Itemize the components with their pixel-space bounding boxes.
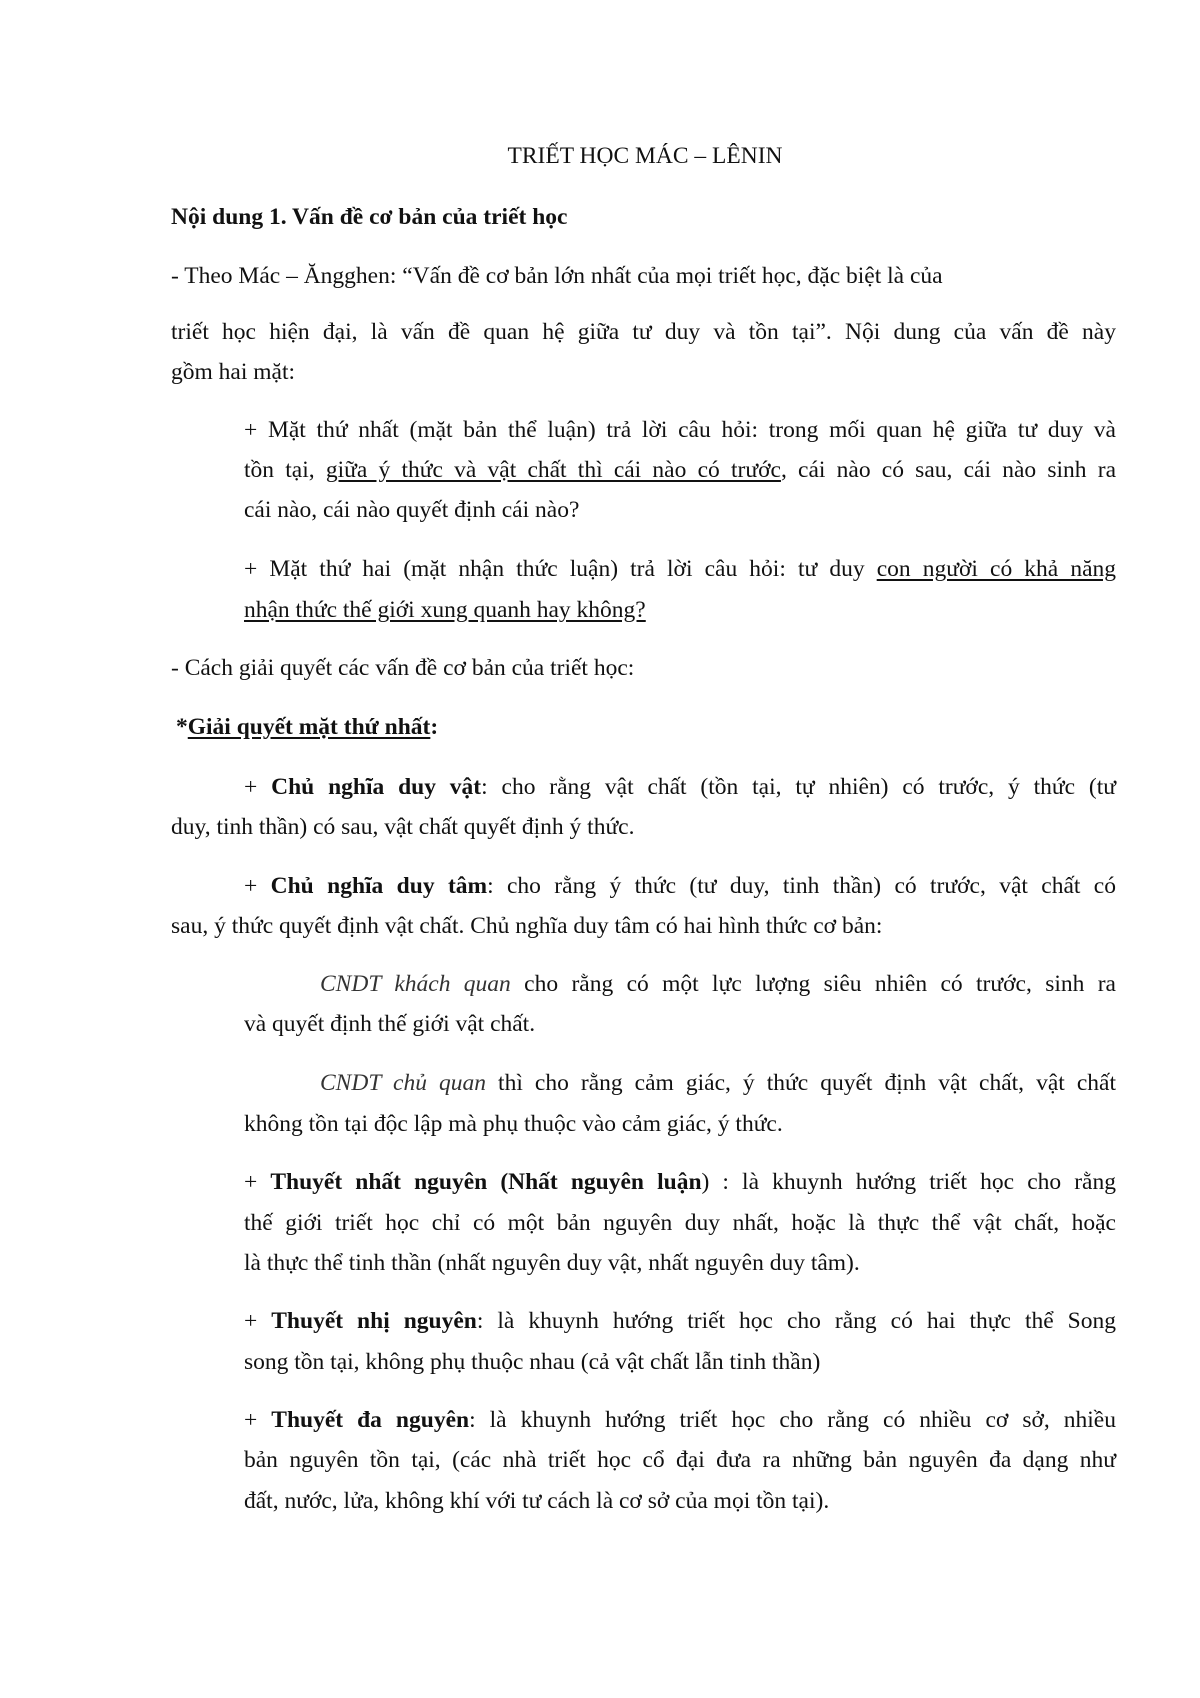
objective-idealism-text: cho rằng có một lực lượng siêu nhiên có trước, sinh ra — [510, 971, 1116, 997]
plus-mark: + — [244, 1407, 272, 1433]
aspect1-line-1: + Mặt thứ nhất (mặt bản thể luận) trả lời câu hỏi: trong mối quan hệ giữa tư duy và — [244, 417, 1116, 443]
monism-line-2: thế giới triết học chỉ có một bản nguyên duy nhất, hoặc là thực thể vật chất, hoặc — [244, 1210, 1116, 1236]
plus-mark: + — [244, 873, 271, 899]
solve-first-heading — [176, 713, 438, 741]
dualism-line-1 — [244, 1307, 1116, 1335]
aspect2-underlined-b: nhận thức thế giới xung quanh hay không? — [244, 597, 646, 623]
colon: : — [430, 714, 439, 740]
materialism-term: Chủ nghĩa duy vật — [271, 774, 482, 800]
subjective-idealism-line-2: không tồn tại độc lập mà phụ thuộc vào cảm giác, ý thức. — [244, 1111, 783, 1137]
pluralism-line-2: bản nguyên tồn tại, (các nhà triết học cổ đại đưa ra những bản nguyên đa dạng như — [244, 1447, 1116, 1473]
monism-line-3: là thực thể tinh thần (nhất nguyên duy vật, nhất nguyên duy tâm). — [244, 1250, 860, 1276]
objective-idealism-line-1 — [320, 970, 1116, 998]
objective-idealism-line-2: và quyết định thế giới vật chất. — [244, 1011, 536, 1037]
monism-line-1 — [244, 1168, 1116, 1196]
aspect1-line-2 — [244, 456, 1116, 484]
pluralism-term: Thuyết đa nguyên — [271, 1407, 470, 1433]
subjective-idealism-term: CNDT chủ quan — [320, 1070, 486, 1096]
dualism-term: Thuyết nhị nguyên — [271, 1308, 477, 1334]
idealism-line-2: sau, ý thức quyết định vật chất. Chủ nghĩa duy tâm có hai hình thức cơ bản: — [171, 913, 883, 939]
solve-first-label: Giải quyết mặt thứ nhất — [187, 714, 431, 740]
aspect1-line-3: cái nào, cái nào quyết định cái nào? — [244, 497, 580, 523]
pluralism-line-1 — [244, 1406, 1116, 1434]
pluralism-line-3: đất, nước, lửa, không khí với tư cách là cơ sở của mọi tồn tại). — [244, 1488, 830, 1514]
objective-idealism-term: CNDT khách quan — [320, 971, 511, 997]
materialism-line-1 — [244, 773, 1116, 801]
document-title: TRIẾT HỌC MÁC – LÊNIN — [507, 143, 783, 169]
aspect2-line-1 — [244, 555, 1116, 583]
materialism-text: : cho rằng vật chất (tồn tại, tự nhiên) có trước, ý thức (tư — [481, 774, 1116, 800]
idealism-text: : cho rằng ý thức (tư duy, tinh thần) có trước, vật chất có — [487, 873, 1116, 899]
plus-mark: + — [244, 1169, 271, 1195]
monism-term: Thuyết nhất nguyên (Nhất nguyên luận — [270, 1169, 702, 1195]
pluralism-text: : là khuynh hướng triết học cho rằng có nhiều cơ sở, nhiều — [469, 1407, 1116, 1433]
idealism-line-1 — [244, 872, 1116, 900]
monism-text: ) : là khuynh hướng triết học cho rằng — [701, 1169, 1116, 1195]
aspect2-line-2 — [244, 596, 646, 624]
star-mark: * — [176, 714, 188, 740]
aspect1-text-b: , cái nào có sau, cái nào sinh ra — [780, 457, 1116, 483]
dualism-line-2: song tồn tại, không phụ thuộc nhau (cả vật chất lẫn tinh thần) — [244, 1349, 821, 1375]
intro-line-1: - Theo Mác – Ăngghen: “Vấn đề cơ bản lớn nhất của mọi triết học, đặc biệt là của — [171, 263, 943, 289]
intro-line-3: gồm hai mặt: — [171, 359, 296, 385]
section-heading: Nội dung 1. Vấn đề cơ bản của triết học — [171, 204, 568, 230]
dualism-text: : là khuynh hướng triết học cho rằng có hai thực thể Song — [476, 1308, 1116, 1334]
subjective-idealism-line-1 — [320, 1069, 1116, 1097]
aspect1-text-a: tồn tại, — [244, 457, 326, 483]
intro-line-2: triết học hiện đại, là vấn đề quan hệ giữa tư duy và tồn tại”. Nội dung của vấn đề này — [171, 319, 1116, 345]
aspect2-underlined-a: con người có khả năng — [876, 556, 1117, 582]
aspect2-text-a: + Mặt thứ hai (mặt nhận thức luận) trả lời câu hỏi: tư duy — [244, 556, 877, 582]
materialism-line-2: duy, tinh thần) có sau, vật chất quyết định ý thức. — [171, 814, 635, 840]
subjective-idealism-text: thì cho rằng cảm giác, ý thức quyết định vật chất, vật chất — [486, 1070, 1116, 1096]
idealism-term: Chủ nghĩa duy tâm — [270, 873, 488, 899]
plus-mark: + — [244, 1308, 272, 1334]
solutions-intro: - Cách giải quyết các vấn đề cơ bản của triết học: — [171, 655, 635, 681]
aspect1-underlined: giữa ý thức và vật chất thì cái nào có trước — [325, 457, 781, 483]
plus-mark: + — [244, 774, 272, 800]
